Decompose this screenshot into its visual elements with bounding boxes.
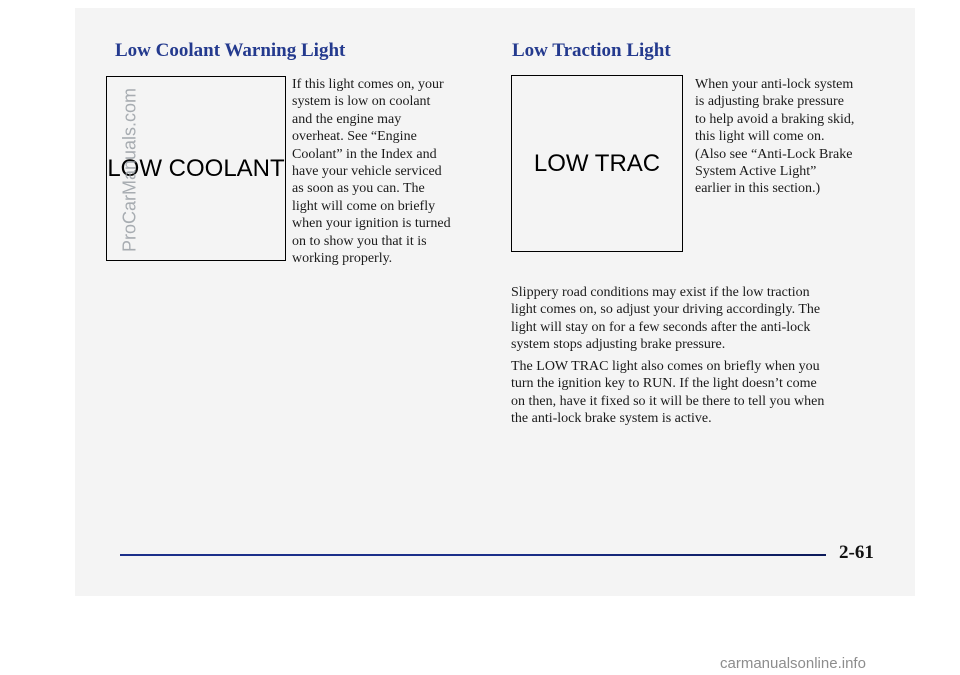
page-number: 2-61 [839, 542, 874, 563]
text-line: turn the ignition key to RUN. If the light doesn’t come [511, 376, 817, 392]
text-line: System Active Light” [695, 164, 817, 180]
text-line: When your anti-lock system [695, 77, 854, 92]
text-line: Coolant” in the Index and [292, 146, 437, 162]
text-line: have your vehicle serviced [292, 164, 442, 180]
slippery-road-paragraph [511, 284, 891, 354]
text-line: system is low on coolant [292, 94, 431, 110]
text-line: light will come on briefly [292, 198, 436, 214]
site-footer-link[interactable]: carmanualsonline.info [720, 655, 866, 672]
text-line: as soon as you can. The [292, 181, 425, 197]
low-trac-intro-paragraph [695, 76, 895, 198]
text-line: light comes on, so adjust your driving accordingly. The [511, 302, 821, 318]
text-line: light will stay on for a few seconds after the anti-lock [511, 319, 811, 335]
text-line: when your ignition is turned [292, 216, 451, 232]
text-line: The LOW TRAC light also comes on briefly when you [511, 359, 820, 374]
text-line: this light will come on. [695, 129, 825, 145]
text-line: the anti-lock brake system is active. [511, 411, 712, 427]
low-coolant-paragraph [292, 76, 492, 267]
text-line: working properly. [292, 251, 393, 267]
watermark: ProCarManuals.com [119, 87, 140, 253]
text-line: is adjusting brake pressure [695, 94, 844, 110]
text-line: on to show you that it is [292, 233, 427, 249]
text-line: system stops adjusting brake pressure. [511, 337, 726, 353]
text-line: overheat. See “Engine [292, 129, 417, 145]
footer-rule [120, 554, 826, 556]
text-line: earlier in this section.) [695, 181, 821, 197]
text-line: If this light comes on, your [292, 77, 444, 92]
text-line: to help avoid a braking skid, [695, 111, 855, 127]
low-coolant-lamp-label: LOW COOLANT [107, 154, 285, 182]
low-traction-heading: Low Traction Light [512, 40, 671, 61]
low-trac-lamp-icon [511, 75, 683, 252]
text-line: on then, have it fixed so it will be there to tell you when [511, 393, 825, 409]
text-line: and the engine may [292, 111, 402, 127]
low-trac-lamp-label: LOW TRAC [533, 149, 661, 177]
text-line: Slippery road conditions may exist if the low traction [511, 285, 810, 300]
low-trac-run-paragraph [511, 358, 891, 428]
low-coolant-heading: Low Coolant Warning Light [115, 40, 346, 61]
text-line: (Also see “Anti-Lock Brake [695, 146, 853, 162]
